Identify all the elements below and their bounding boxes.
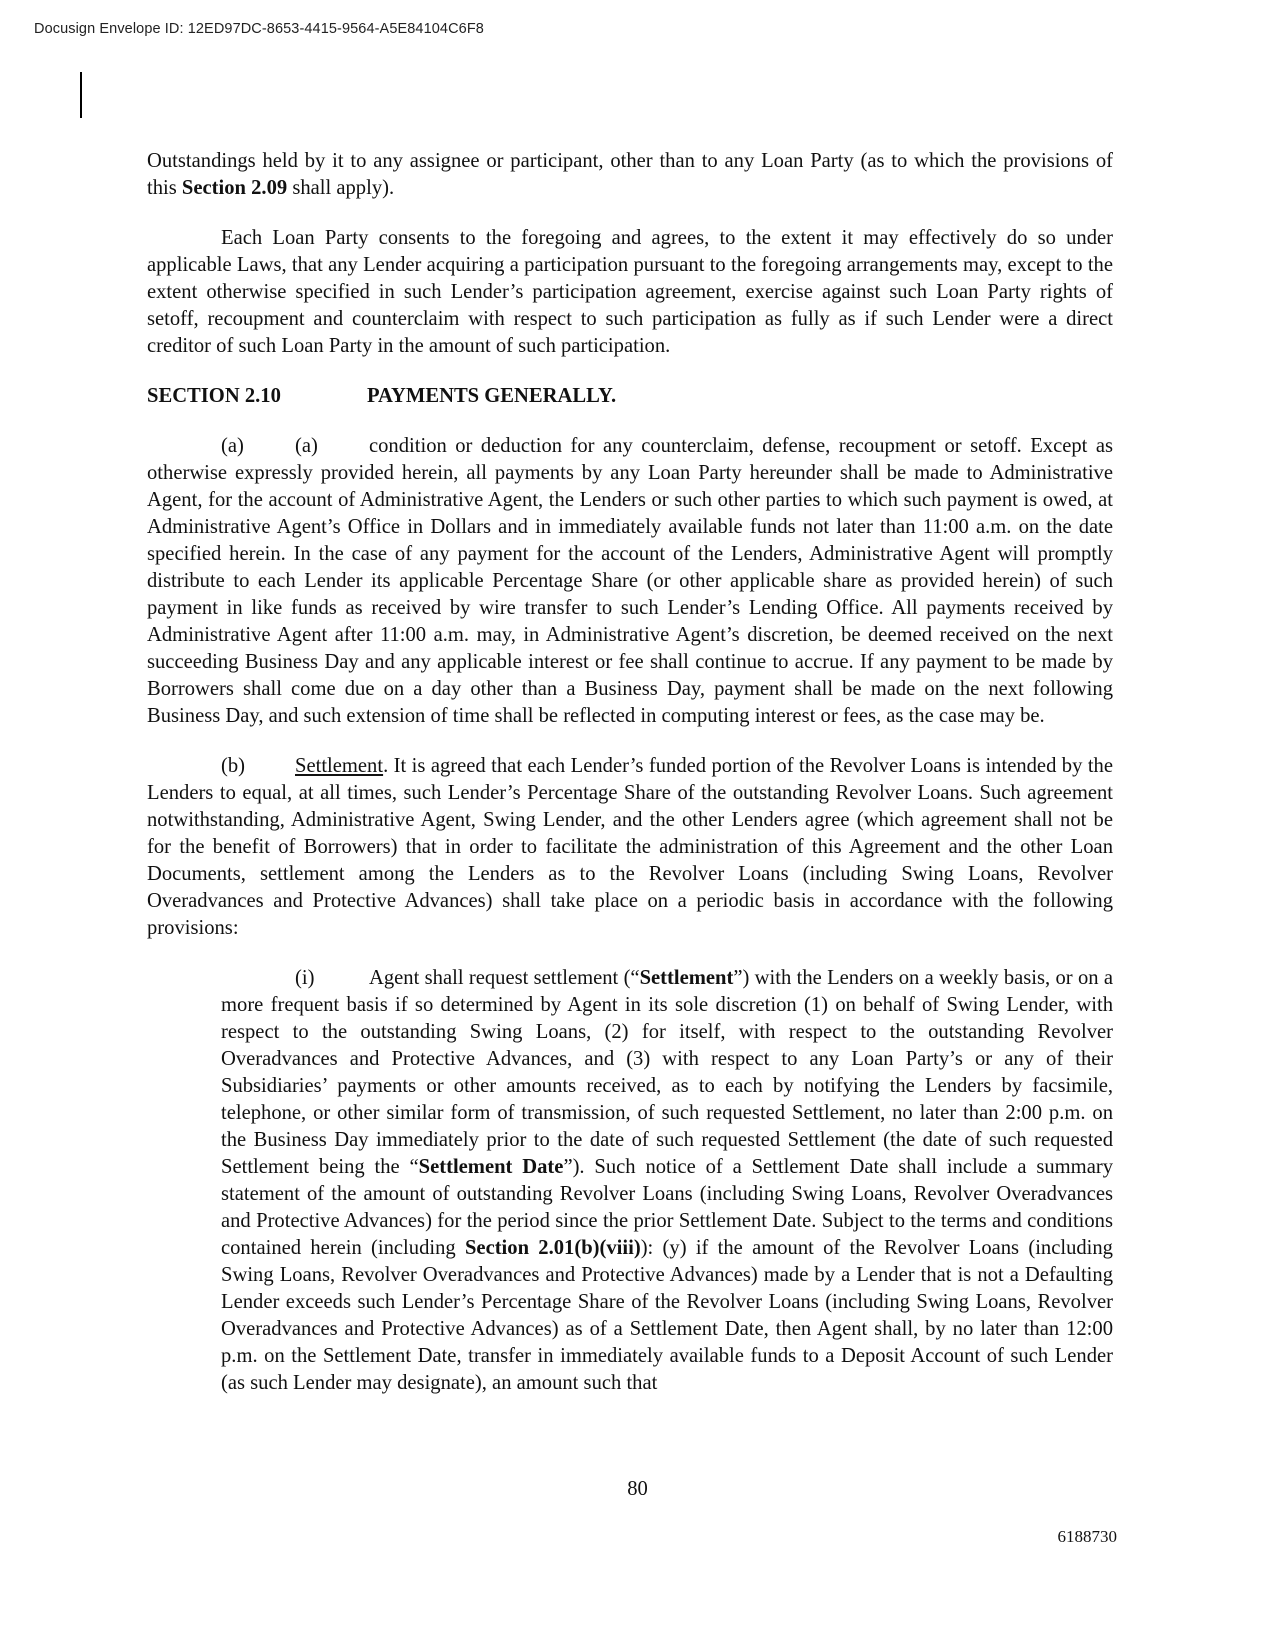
text-run: Agent shall request settlement (“ bbox=[369, 967, 640, 989]
envelope-id: Docusign Envelope ID: 12ED97DC-8653-4415-9564-A5E84104C6F8 bbox=[34, 21, 484, 37]
section-reference: Section 2.09 bbox=[181, 177, 288, 199]
defined-term: Settlement Date bbox=[418, 1156, 564, 1178]
clause-heading: Settlement bbox=[295, 755, 384, 777]
document-body bbox=[147, 148, 1113, 1397]
text-run: ”). Such notice of a Settlement Date shall include a summary statement of the amount of outstanding Revolver Loans (including Swing Loans, Revolver Overadvances and Protective Advances) for the period since the prior Settlement Date. Subject to the terms and conditions contained herein (including bbox=[221, 1156, 1113, 1259]
paragraph-consent: Each Loan Party consents to the foregoing and agrees, to the extent it may effectively do so under applicable Laws, that any Lender acquiring a participation pursuant to the foregoing arrangements may, except to the extent otherwise specified in such Lender’s participation agreement, exercise against such Loan Party rights of setoff, recoupment and counterclaim with respect to such participation as fully as if such Lender were a direct creditor of such Loan Party in the amount of such participation. bbox=[147, 227, 1113, 357]
paragraph-i bbox=[147, 965, 1113, 1397]
section-heading bbox=[147, 383, 1113, 410]
paragraph-a bbox=[147, 433, 1113, 730]
text-run: ): (y) if the amount of the Revolver Loans (including Swing Loans, Revolver Overadvances and Protective Advances) made by a Lender that is not a Defaulting Lender exceeds such Lender’s Percentage Share of the Revolver Loans (including Swing Loans, Revolver Overadvances and Protective Advances) as of a Settlement Date, then Agent shall, by no later than 12:00 p.m. on the Settlement Date, transfer in immediately available funds to a Deposit Account of such Lender (as such Lender may designate), an amount such that bbox=[221, 1237, 1113, 1394]
document-number: 6188730 bbox=[1057, 1527, 1117, 1546]
section-reference: Section 2.01(b)(viii) bbox=[464, 1237, 641, 1259]
text-run: Outstandings held by it to any assignee or participant, other than to any Loan Party (as to which the provisions of this bbox=[147, 150, 1113, 199]
clause-label: (a) bbox=[221, 435, 244, 457]
paragraph-continuation bbox=[147, 148, 1113, 202]
text-run: condition or deduction for any counterclaim, defense, recoupment or setoff. Except as otherwise expressly provided herein, all payments by any Loan Party hereunder shall be made to Administrative Agent, for the account of Administrative Agent, the Lenders or such other parties to which such payment is owed, at Administrative Agent’s Office in Dollars and in immediately available funds not later than 11:00 a.m. on the date specified herein. In the case of any payment for the account of the Lenders, Administrative Agent will promptly distribute to each Lender its applicable Percentage Share (or other applicable share as provided herein) of such payment in like funds as received by wire transfer to such Lender’s Lending Office. All payments received by Administrative Agent after 11:00 a.m. may, in Administrative Agent’s discretion, be deemed received on the next succeeding Business Day and any applicable interest or fee shall continue to accrue. If any payment to be made by Borrowers shall come due on a day other than a Business Day, payment shall be made on the next following Business Day, and such extension of time shall be reflected in computing interest or fees, as the case may be. bbox=[147, 435, 1113, 727]
clause-label: (b) bbox=[221, 755, 246, 777]
text-run: shall apply). bbox=[287, 177, 395, 199]
clause-label: (a) bbox=[295, 435, 318, 457]
page-number: 80 bbox=[627, 1478, 648, 1500]
section-title: PAYMENTS GENERALLY. bbox=[367, 385, 617, 407]
defined-term: Settlement bbox=[639, 967, 734, 989]
paragraph-b bbox=[147, 753, 1113, 942]
text-run: . It is agreed that each Lender’s funded portion of the Revolver Loans is intended by the Lenders to equal, at all times, such Lender’s Percentage Share of the outstanding Revolver Loans. Such agreement notwithstanding, Administrative Agent, Swing Lender, and the other Lenders agree (which agreement shall not be for the benefit of Borrowers) that in order to facilitate the administration of this Agreement and the other Loan Documents, settlement among the Lenders as to the Revolver Loans (including Swing Loans, Revolver Overadvances and Protective Advances) shall take place on a periodic basis in accordance with the following provisions: bbox=[147, 755, 1113, 939]
section-number: SECTION 2.10 bbox=[147, 385, 281, 407]
revision-bar bbox=[80, 72, 82, 118]
clause-label: (i) bbox=[295, 967, 315, 989]
text-run: ”) with the Lenders on a weekly basis, or on a more frequent basis if so determined by Agent in its sole discretion (1) on behalf of Swing Lender, with respect to the outstanding Swing Loans, (2) for itself, with respect to the outstanding Revolver Overadvances and Protective Advances, and (3) with respect to any Loan Party’s or any of their Subsidiaries’ payments or other amounts received, as to each by notifying the Lenders by facsimile, telephone, or other similar form of transmission, of such requested Settlement, no later than 2:00 p.m. on the Business Day immediately prior to the date of such requested Settlement (the date of such requested Settlement being the “ bbox=[221, 967, 1113, 1178]
